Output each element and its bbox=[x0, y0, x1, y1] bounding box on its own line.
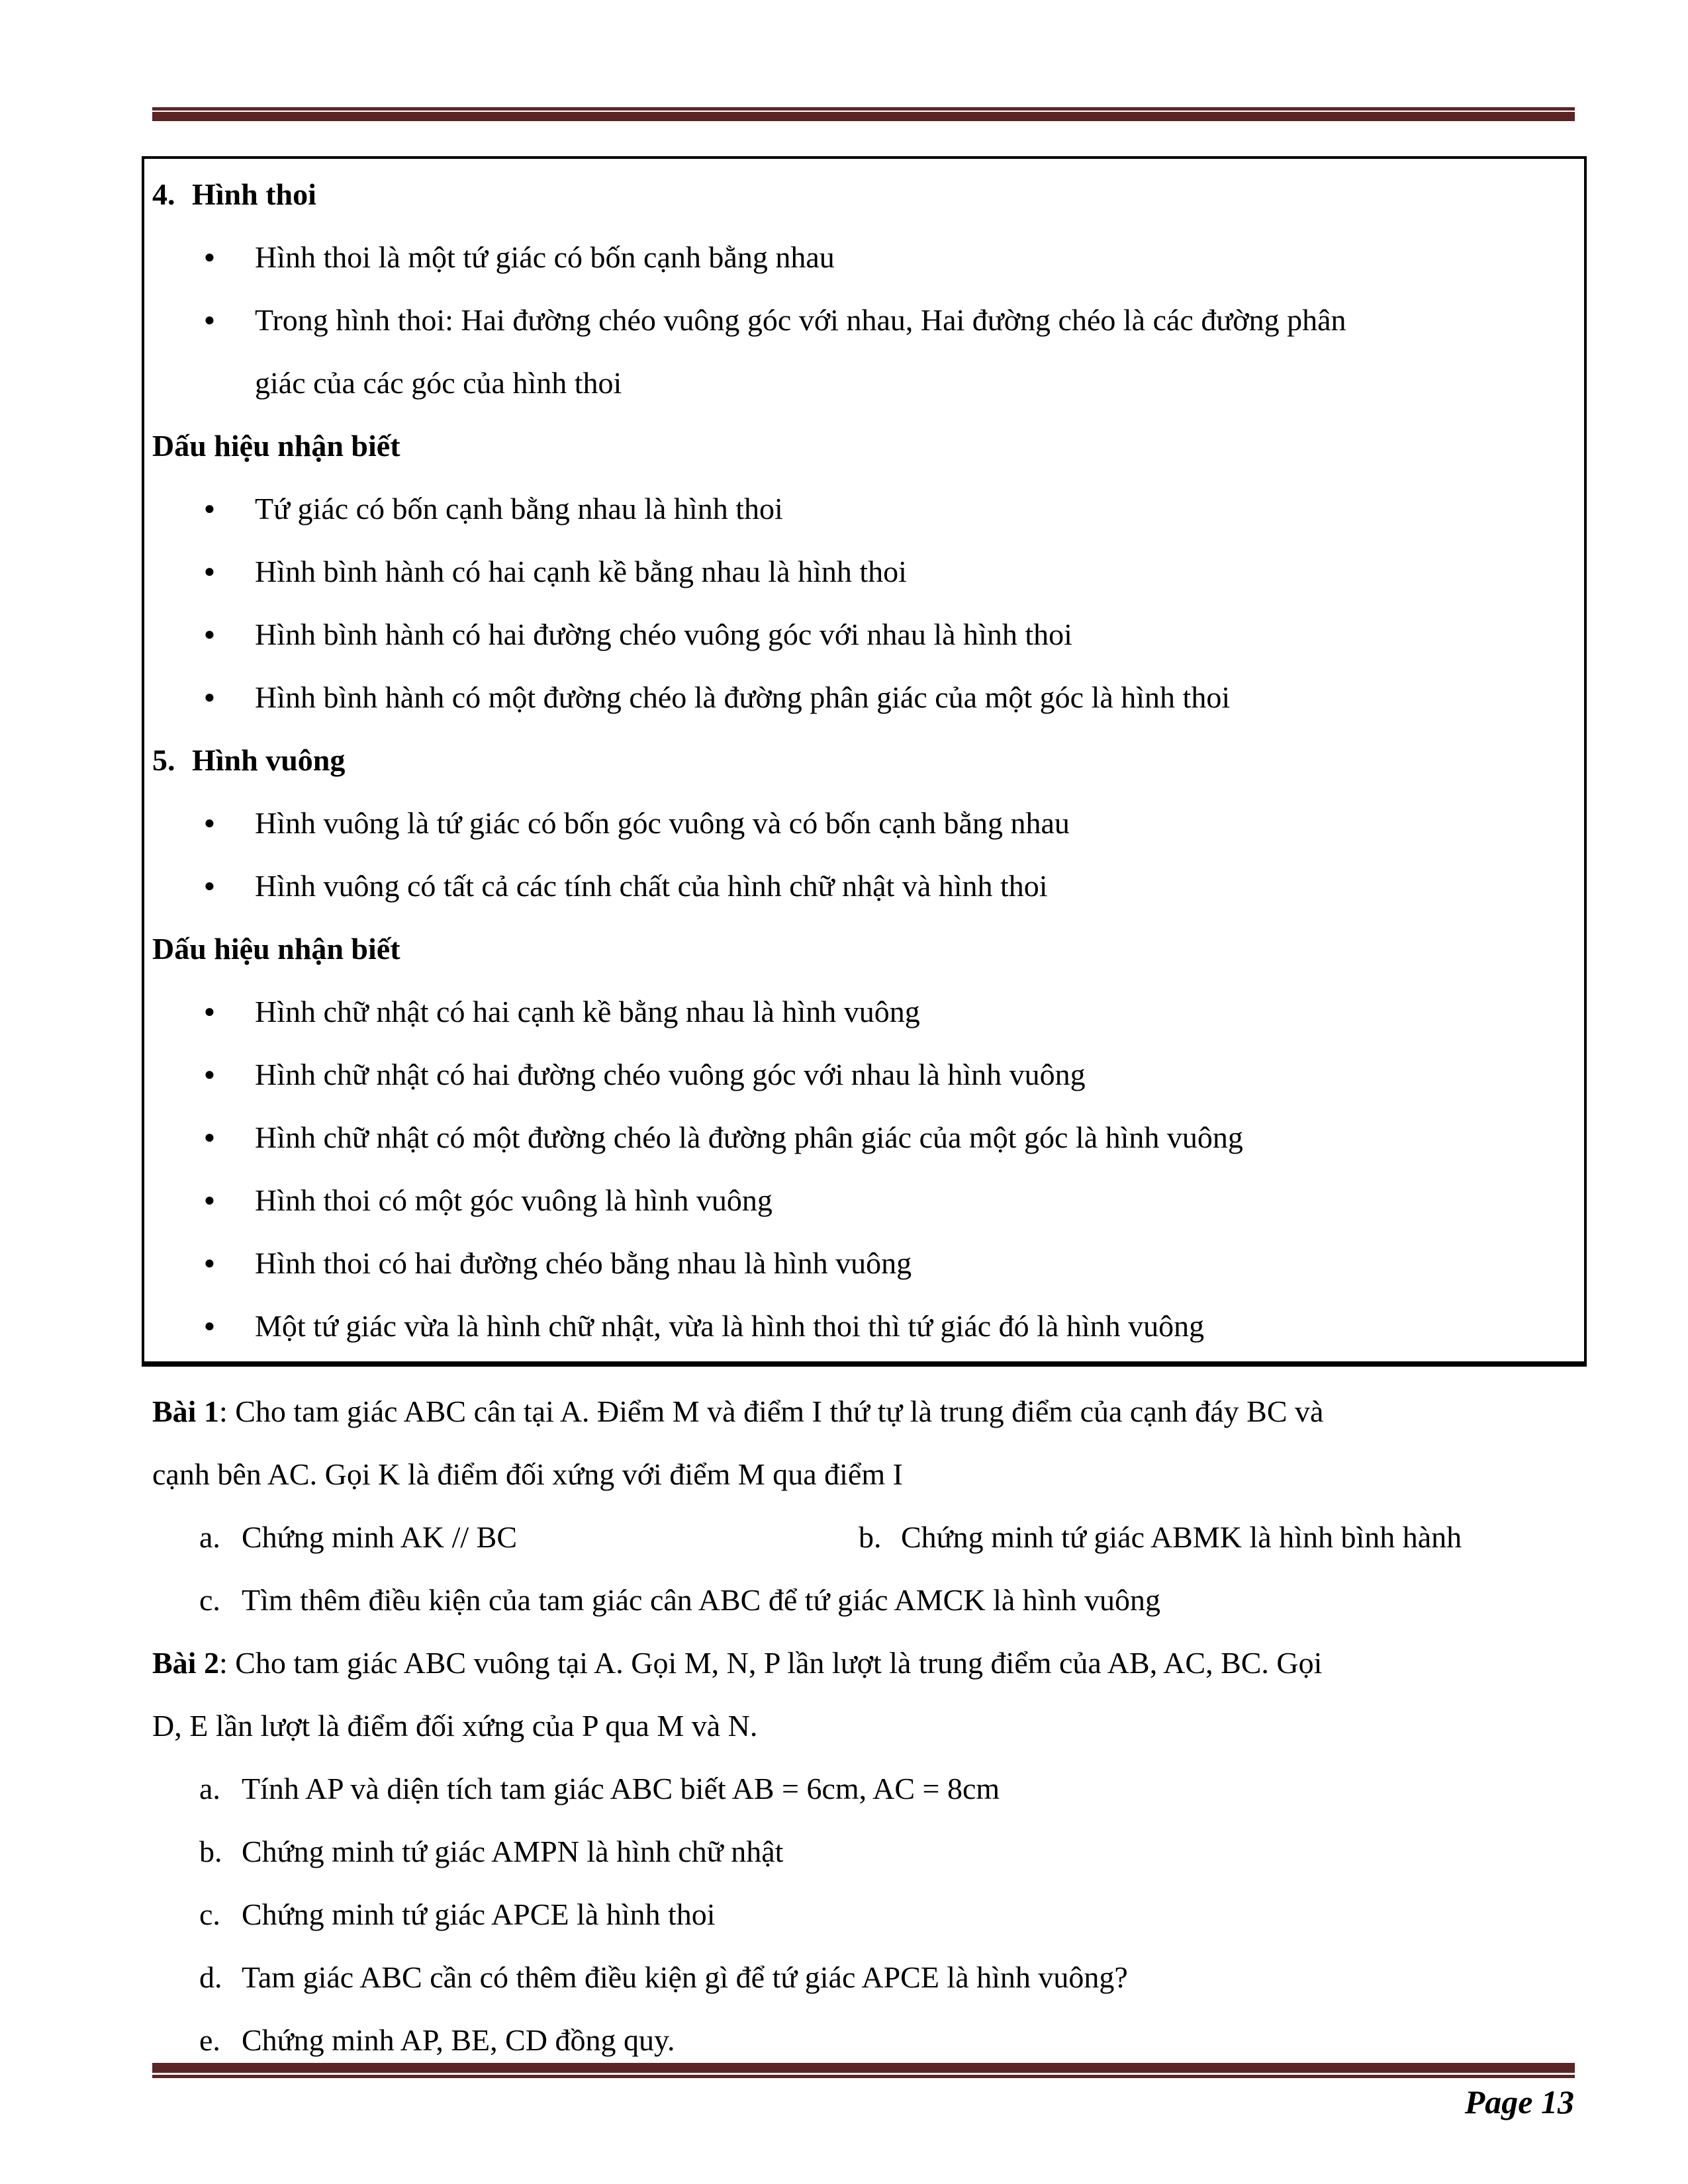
part-a-text: Tính AP và diện tích tam giác ABC biết AB = 6cm, AC = 8cm bbox=[242, 1772, 1000, 1805]
exercise-2-statement-line-2: D, E lần lượt là điểm đối xứng của P qua M và N. bbox=[152, 1709, 758, 1743]
section-5-definition-2: Hình vuông có tất cả các tính chất của hình chữ nhật và hình thoi bbox=[255, 869, 1048, 903]
part-d-text: Tam giác ABC cần có thêm điều kiện gì để tứ giác APCE là hình vuông? bbox=[242, 1960, 1128, 1994]
exercise-1-parts-ab bbox=[152, 1506, 1575, 1569]
bullet-icon: ● bbox=[204, 624, 215, 645]
section-4-sign-4: Hình bình hành có một đường chéo là đường phân giác của một góc là hình thoi bbox=[255, 680, 1231, 714]
section-4-sign-1: Tứ giác có bốn cạnh bằng nhau là hình thoi bbox=[255, 492, 783, 525]
part-b-text: Chứng minh tứ giác ABMK là hình bình hành bbox=[901, 1520, 1462, 1554]
part-b-text: Chứng minh tứ giác AMPN là hình chữ nhật bbox=[242, 1835, 784, 1868]
bullet-icon: ● bbox=[204, 687, 215, 707]
section-5-sign-1: Hình chữ nhật có hai cạnh kề bằng nhau là hình vuông bbox=[255, 995, 920, 1028]
section-4-heading bbox=[152, 163, 1568, 226]
exercise-2-label: Bài 2 bbox=[152, 1646, 219, 1680]
list-item bbox=[152, 792, 1568, 854]
bullet-icon: ● bbox=[204, 1190, 215, 1210]
exercise-2-part-e bbox=[152, 2009, 1575, 2071]
section-5-sign-3: Hình chữ nhật có một đường chéo là đường phân giác của một góc là hình vuông bbox=[255, 1120, 1243, 1154]
section-4-definition-2-line-1: Trong hình thoi: Hai đường chéo vuông góc với nhau, Hai đường chéo là các đường phân bbox=[255, 303, 1346, 337]
bullet-icon: ● bbox=[204, 1316, 215, 1336]
list-item bbox=[152, 540, 1568, 603]
header-rule bbox=[152, 107, 1575, 121]
exercise-2-part-b bbox=[152, 1820, 1575, 1883]
section-4-signs-heading: Dấu hiệu nhận biết bbox=[152, 429, 400, 463]
part-c-marker: c. bbox=[199, 1583, 220, 1617]
exercise-1-part-c bbox=[152, 1569, 1575, 1631]
section-4-definition-1: Hình thoi là một tứ giác có bốn cạnh bằng nhau bbox=[255, 240, 835, 274]
bullet-icon: ● bbox=[204, 247, 215, 267]
page-number: Page 13 bbox=[1464, 2083, 1574, 2120]
exercise-2-statement-line-1: : Cho tam giác ABC vuông tại A. Gọi M, N, P lần lượt là trung điểm của AB, AC, BC. Gọi bbox=[218, 1646, 1323, 1680]
part-e-text: Chứng minh AP, BE, CD đồng quy. bbox=[242, 2023, 675, 2057]
section-5-signs-heading: Dấu hiệu nhận biết bbox=[152, 932, 400, 966]
exercise-1-part-b bbox=[859, 1506, 1462, 1569]
bullet-icon: ● bbox=[204, 310, 215, 330]
bullet-icon: ● bbox=[204, 876, 215, 896]
part-e-marker: e. bbox=[199, 2023, 220, 2057]
part-a-text: Chứng minh AK // BC bbox=[242, 1520, 517, 1554]
section-4-title: Hình thoi bbox=[192, 177, 316, 211]
list-item bbox=[152, 1295, 1568, 1357]
bullet-icon: ● bbox=[204, 1127, 215, 1148]
theory-box bbox=[142, 156, 1587, 1367]
part-b-marker: b. bbox=[859, 1520, 882, 1554]
list-item bbox=[152, 854, 1568, 917]
section-5-title: Hình vuông bbox=[192, 743, 346, 777]
bullet-icon: ● bbox=[204, 561, 215, 582]
section-5-heading bbox=[152, 729, 1568, 792]
list-item bbox=[152, 1169, 1568, 1232]
exercise-1-part-a bbox=[199, 1520, 517, 1554]
section-4-sign-2: Hình bình hành có hai cạnh kề bằng nhau là hình thoi bbox=[255, 555, 907, 588]
footer-rule bbox=[152, 2063, 1575, 2078]
list-item bbox=[152, 289, 1568, 414]
bullet-icon: ● bbox=[204, 1001, 215, 1022]
bullet-icon: ● bbox=[204, 498, 215, 519]
part-c-text: Chứng minh tứ giác APCE là hình thoi bbox=[242, 1897, 716, 1931]
list-item bbox=[152, 1043, 1568, 1106]
list-item bbox=[152, 603, 1568, 666]
section-5-sign-5: Hình thoi có hai đường chéo bằng nhau là hình vuông bbox=[255, 1246, 912, 1280]
part-c-marker: c. bbox=[199, 1897, 220, 1931]
list-item bbox=[152, 1106, 1568, 1169]
exercise-1-label: Bài 1 bbox=[152, 1394, 219, 1428]
section-4-number: 4. bbox=[152, 177, 175, 211]
section-5-number: 5. bbox=[152, 743, 175, 777]
part-a-marker: a. bbox=[199, 1520, 220, 1554]
bullet-icon: ● bbox=[204, 813, 215, 833]
exercise-2-part-c bbox=[152, 1883, 1575, 1946]
exercises-section bbox=[152, 1380, 1575, 2071]
part-b-marker: b. bbox=[199, 1835, 222, 1868]
exercise-1-statement-line-2: cạnh bên AC. Gọi K là điểm đối xứng với điểm M qua điểm I bbox=[152, 1457, 903, 1491]
list-item bbox=[152, 1232, 1568, 1295]
header-rule-thick-bar bbox=[152, 112, 1575, 121]
list-item bbox=[152, 666, 1568, 729]
list-item bbox=[152, 980, 1568, 1043]
section-4-sign-3: Hình bình hành có hai đường chéo vuông góc với nhau là hình thoi bbox=[255, 617, 1072, 651]
section-5-definition-1: Hình vuông là tứ giác có bốn góc vuông và có bốn cạnh bằng nhau bbox=[255, 806, 1070, 840]
section-5-sign-6: Một tứ giác vừa là hình chữ nhật, vừa là hình thoi thì tứ giác đó là hình vuông bbox=[255, 1309, 1205, 1343]
footer-rule-thin-line bbox=[152, 2075, 1575, 2078]
exercise-1-statement-line-1: : Cho tam giác ABC cân tại A. Điểm M và điểm I thứ tự là trung điểm của cạnh đáy BC và bbox=[218, 1394, 1324, 1428]
section-4-definition-2-line-2: giác của các góc của hình thoi bbox=[255, 366, 622, 400]
bullet-icon: ● bbox=[204, 1064, 215, 1085]
part-c-text: Tìm thêm điều kiện của tam giác cân ABC để tứ giác AMCK là hình vuông bbox=[242, 1583, 1161, 1617]
bullet-icon: ● bbox=[204, 1253, 215, 1273]
exercise-1-statement bbox=[152, 1380, 1575, 1506]
section-5-sign-2: Hình chữ nhật có hai đường chéo vuông góc với nhau là hình vuông bbox=[255, 1058, 1086, 1091]
list-item bbox=[152, 477, 1568, 540]
section-5-sign-4: Hình thoi có một góc vuông là hình vuông bbox=[255, 1183, 773, 1217]
part-a-marker: a. bbox=[199, 1772, 220, 1805]
footer-rule-thick-bar bbox=[152, 2063, 1575, 2073]
exercise-2-part-d bbox=[152, 1946, 1575, 2009]
exercise-2-statement bbox=[152, 1631, 1575, 1757]
part-d-marker: d. bbox=[199, 1960, 222, 1994]
exercise-2-part-a bbox=[152, 1757, 1575, 1820]
list-item bbox=[152, 226, 1568, 289]
